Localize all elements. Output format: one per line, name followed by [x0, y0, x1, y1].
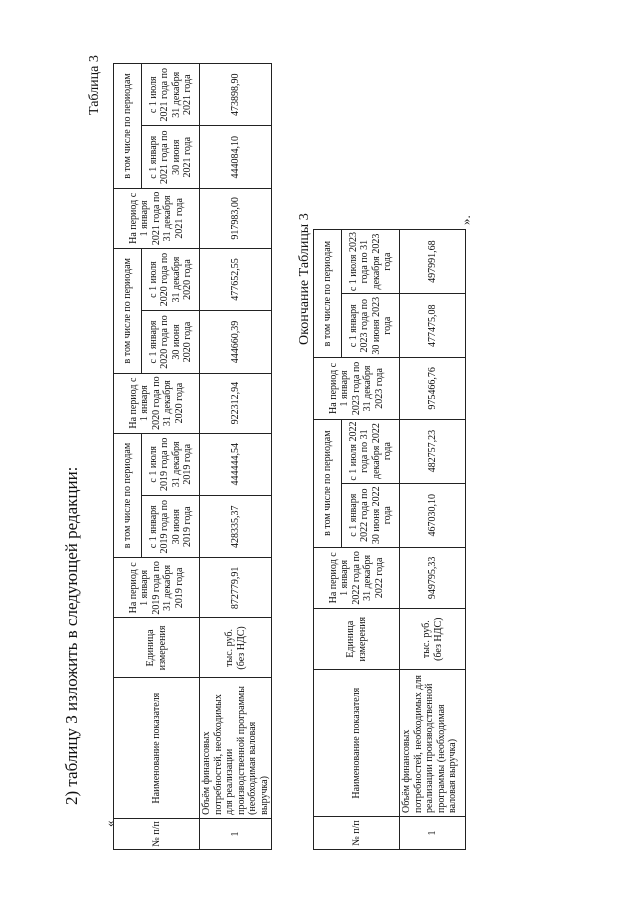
table2-caption: Окончание Таблицы 3 — [297, 213, 312, 345]
value-cell: 482757,23 — [400, 419, 466, 483]
header-unit: Единица измерения — [314, 609, 400, 670]
header-half-year: с 1 января 2022 года по 30 июня 2022 года — [342, 483, 400, 547]
header-half-year: с 1 июля 2020 года по 31 декабря 2020 года — [142, 248, 200, 310]
header-period-total: На период с 1 января 2019 года по 31 декабря 2019 года — [114, 558, 200, 618]
header-num: № п/п — [314, 817, 400, 850]
header-period-total: На период с 1 января 2022 года по 31 декабря 2022 года — [314, 547, 400, 608]
value-cell: 444660,39 — [200, 311, 272, 373]
row-num: 1 — [200, 818, 272, 849]
value-cell: 975466,76 — [400, 358, 466, 419]
header-half-year: с 1 января 2020 года по 30 июня 2020 года — [142, 311, 200, 373]
table-row — [400, 230, 466, 850]
header-half-year: с 1 июля 2021 года по 31 декабря 2021 года — [142, 64, 200, 127]
header-half-year: с 1 января 2023 года по 30 июня 2023 года — [342, 294, 400, 358]
header-unit: Единица измерения — [114, 618, 200, 678]
row-unit: тыс. руб. (без НДС) — [200, 618, 272, 678]
value-cell: 444444,54 — [200, 433, 272, 495]
opening-quote: « — [102, 820, 117, 827]
value-cell: 477475,08 — [400, 294, 466, 358]
table2 — [313, 229, 466, 850]
header-half-year: с 1 июля 2023 года по 31 декабря 2023 года — [342, 230, 400, 294]
table1-caption: Таблица 3 — [87, 55, 102, 115]
header-incl: в том числе по периодам — [314, 419, 342, 547]
header-period-total: На период с 1 января 2021 года по 31 декабря 2021 года — [114, 188, 200, 248]
value-cell: 428335,37 — [200, 496, 272, 558]
value-cell: 473898,90 — [200, 64, 272, 127]
header-name: Наименование показателя — [314, 670, 400, 817]
header-period-total: На период с 1 января 2020 года по 31 декабря 2020 года — [114, 373, 200, 433]
header-name: Наименование показателя — [114, 678, 200, 818]
table1 — [113, 63, 272, 850]
row-name: Объём финансовых потребностей, необходимых для реализации производственной программы (необходимая валовая выручка) — [400, 670, 466, 817]
value-cell: 477652,55 — [200, 248, 272, 310]
value-cell: 444084,10 — [200, 126, 272, 188]
value-cell: 917983,00 — [200, 188, 272, 248]
header-half-year: с 1 июля 2022 года по 31 декабря 2022 года — [342, 419, 400, 483]
header-period-total: На период с 1 января 2023 года по 31 декабря 2023 года — [314, 358, 400, 419]
row-num: 1 — [400, 817, 466, 850]
header-incl: в том числе по периодам — [114, 248, 142, 373]
header-incl: в том числе по периодам — [314, 230, 342, 358]
header-half-year: с 1 июля 2019 года по 31 декабря 2019 года — [142, 433, 200, 495]
value-cell: 922312,94 — [200, 373, 272, 433]
value-cell: 872779,91 — [200, 558, 272, 618]
table-row — [200, 64, 272, 850]
value-cell: 497991,68 — [400, 230, 466, 294]
intro-text: 2) таблицу 3 изложить в следующей редакции: — [62, 466, 81, 805]
value-cell: 949795,33 — [400, 547, 466, 608]
header-incl: в том числе по периодам — [114, 64, 142, 189]
header-half-year: с 1 января 2019 года по 30 июня 2019 года — [142, 496, 200, 558]
value-cell: 467030,10 — [400, 483, 466, 547]
header-num: № п/п — [114, 818, 200, 849]
closing-quote: ». — [458, 215, 473, 225]
header-half-year: с 1 января 2021 года по 30 июня 2021 года — [142, 126, 200, 188]
row-name: Объём финансовых потребностей, необходимых для реализации производственной программы (необходимая валовая выручка) — [200, 678, 272, 818]
row-unit: тыс. руб. (без НДС) — [400, 609, 466, 670]
header-incl: в том числе по периодам — [114, 433, 142, 558]
